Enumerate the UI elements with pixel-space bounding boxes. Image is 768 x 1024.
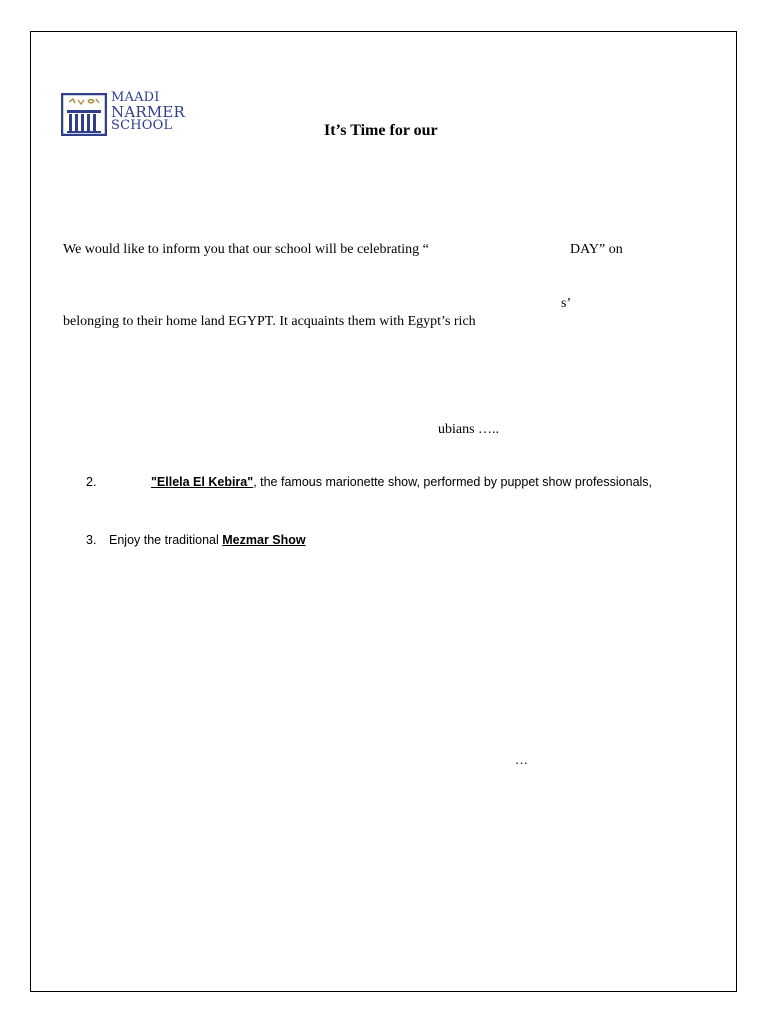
document-page	[30, 31, 737, 992]
paragraph-1-end: DAY” on	[570, 242, 623, 257]
school-logo-icon	[61, 93, 107, 136]
mezmar-show-highlight: Mezmar Show	[222, 533, 306, 547]
text-fragment-s: s’	[561, 296, 572, 311]
logo-text-school: SCHOOL	[111, 118, 173, 133]
list-item-2	[151, 475, 652, 489]
paragraph-1-start: We would like to inform you that our school will be celebrating “	[63, 242, 429, 257]
text-fragment-ubians: ubians …..	[438, 422, 500, 437]
list-item-3-number: 3.	[86, 533, 97, 547]
list-item-3	[109, 533, 306, 547]
ellipsis-fragment: …	[515, 752, 528, 767]
paragraph-2: belonging to their home land EGYPT. It acquaints them with Egypt’s rich	[63, 314, 476, 329]
list-item-2-number: 2.	[86, 475, 97, 489]
logo-text-maadi: MAADI	[111, 90, 160, 105]
school-logo	[61, 91, 191, 139]
logo-text-narmer: NARMER	[111, 103, 186, 121]
list-item-2-text: , the famous marionette show, performed by puppet show professionals,	[253, 475, 653, 489]
list-item-3-text: Enjoy the traditional	[109, 533, 223, 547]
page-title: It’s Time for our	[324, 122, 438, 139]
ellela-el-kebira-highlight: "Ellela El Kebira"	[151, 475, 254, 489]
